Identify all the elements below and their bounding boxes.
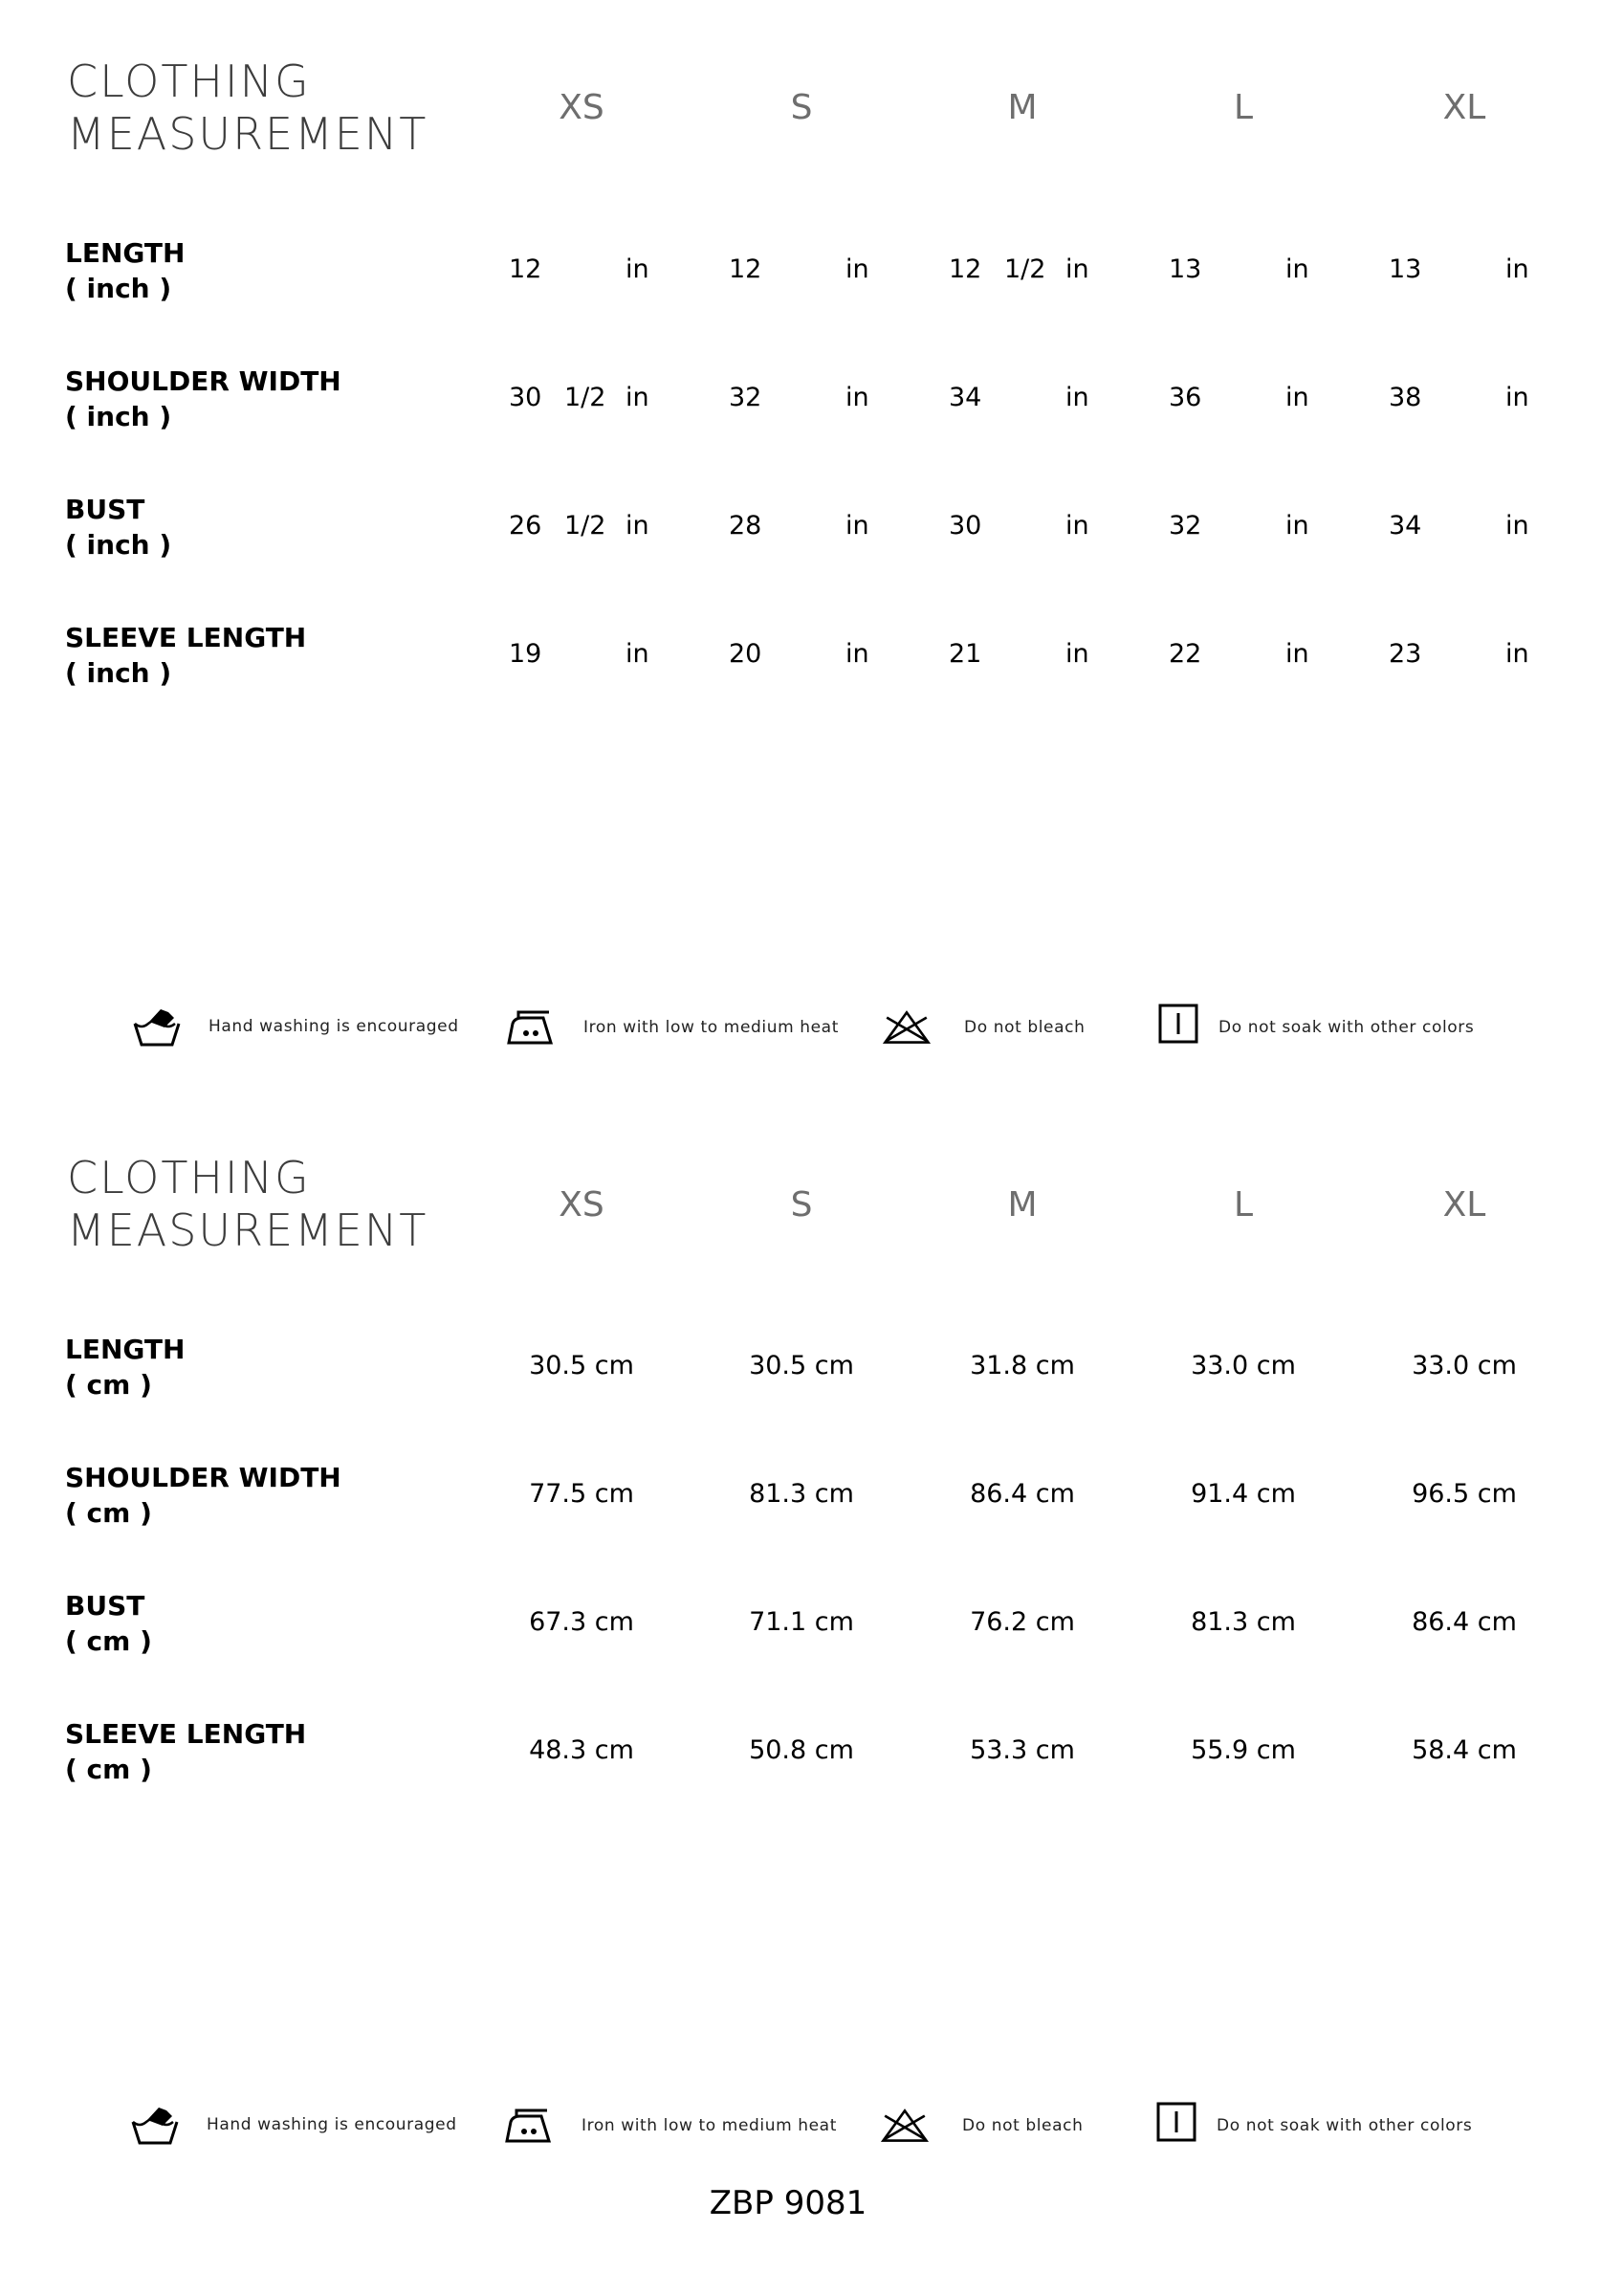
row-label-unit: ( inch )	[65, 273, 172, 304]
iron-low-medium-icon	[505, 1006, 555, 1049]
size-header-xl: XL	[1442, 88, 1486, 127]
row-label-name: SHOULDER WIDTH	[65, 1462, 341, 1493]
value-whole: 20	[729, 639, 762, 669]
value-unit: in	[1505, 511, 1529, 541]
value-unit: in	[845, 254, 869, 284]
row-label-unit: ( cm )	[65, 1497, 152, 1529]
value-cm: 67.3 cm	[529, 1607, 634, 1637]
do-not-bleach-icon	[880, 2105, 930, 2147]
value-unit: in	[1065, 383, 1089, 412]
value-unit: in	[1065, 511, 1089, 541]
size-header-xl: XL	[1442, 1185, 1486, 1225]
value-unit: in	[1285, 254, 1309, 284]
value-unit: in	[1505, 254, 1529, 284]
value-whole: 34	[949, 383, 982, 412]
size-header-m: M	[1007, 88, 1038, 127]
row-label-unit: ( inch )	[65, 529, 172, 561]
value-whole: 13	[1389, 254, 1422, 284]
value-cm: 86.4 cm	[1412, 1607, 1517, 1637]
title-line-1: CLOTHING	[67, 1152, 311, 1203]
row-label-name: SHOULDER WIDTH	[65, 365, 341, 397]
value-fraction: 1/2	[1004, 254, 1046, 284]
row-label	[65, 492, 171, 563]
value-whole: 30	[949, 511, 982, 541]
hand-wash-icon	[130, 2105, 180, 2147]
row-label	[65, 1716, 306, 1787]
iron-low-medium-icon	[503, 2105, 553, 2147]
value-whole: 36	[1169, 383, 1202, 412]
value-cm: 48.3 cm	[529, 1735, 634, 1765]
row-label-name: SLEEVE LENGTH	[65, 1718, 307, 1750]
row-label	[65, 1460, 341, 1531]
value-unit: in	[1285, 639, 1309, 669]
value-unit: in	[1285, 383, 1309, 412]
section-title	[67, 1152, 428, 1257]
row-label-name: BUST	[65, 494, 145, 525]
value-cm: 96.5 cm	[1412, 1479, 1517, 1509]
row-label	[65, 235, 185, 306]
size-header-m: M	[1007, 1185, 1038, 1225]
value-whole: 28	[729, 511, 762, 541]
value-whole: 30	[509, 383, 542, 412]
care-text-hand-wash: Hand washing is encouraged	[207, 2115, 457, 2134]
care-text-hand-wash: Hand washing is encouraged	[208, 1017, 459, 1036]
row-label	[65, 364, 341, 434]
title-line-2: MEASUREMENT	[67, 108, 428, 160]
size-header-s: S	[790, 88, 813, 127]
value-unit: in	[1065, 254, 1089, 284]
value-whole: 12	[949, 254, 982, 284]
row-label-name: SLEEVE LENGTH	[65, 622, 307, 653]
value-whole: 13	[1169, 254, 1202, 284]
size-header-xs: XS	[559, 88, 604, 127]
do-not-bleach-icon	[882, 1006, 932, 1049]
value-whole: 12	[509, 254, 542, 284]
value-cm: 81.3 cm	[749, 1479, 854, 1509]
value-unit: in	[1065, 639, 1089, 669]
value-cm: 58.4 cm	[1412, 1735, 1517, 1765]
value-whole: 23	[1389, 639, 1422, 669]
value-unit: in	[625, 383, 649, 412]
size-header-l: L	[1233, 88, 1254, 127]
row-label-unit: ( cm )	[65, 1754, 152, 1785]
size-header-s: S	[790, 1185, 813, 1225]
value-unit: in	[1285, 511, 1309, 541]
row-label-name: LENGTH	[65, 237, 186, 269]
care-text-bleach: Do not bleach	[962, 2116, 1084, 2135]
care-text-soak: Do not soak with other colors	[1217, 2116, 1473, 2135]
do-not-soak-icon	[1152, 2101, 1201, 2143]
row-label	[65, 1332, 185, 1402]
value-cm: 30.5 cm	[749, 1351, 854, 1380]
value-whole: 12	[729, 254, 762, 284]
do-not-soak-icon	[1153, 1003, 1203, 1045]
row-label	[65, 1588, 152, 1659]
value-whole: 21	[949, 639, 982, 669]
value-whole: 26	[509, 511, 542, 541]
value-cm: 31.8 cm	[970, 1351, 1075, 1380]
value-whole: 32	[1169, 511, 1202, 541]
row-label-unit: ( cm )	[65, 1625, 152, 1657]
value-fraction: 1/2	[564, 511, 606, 541]
value-cm: 33.0 cm	[1191, 1351, 1296, 1380]
value-cm: 86.4 cm	[970, 1479, 1075, 1509]
value-cm: 50.8 cm	[749, 1735, 854, 1765]
value-unit: in	[845, 383, 869, 412]
value-unit: in	[845, 511, 869, 541]
row-label	[65, 620, 306, 691]
value-cm: 81.3 cm	[1191, 1607, 1296, 1637]
product-code: ZBP 9081	[709, 2184, 867, 2222]
value-cm: 77.5 cm	[529, 1479, 634, 1509]
care-text-iron: Iron with low to medium heat	[582, 2116, 837, 2135]
value-unit: in	[845, 639, 869, 669]
size-header-l: L	[1233, 1185, 1254, 1225]
row-label-name: LENGTH	[65, 1334, 186, 1365]
value-whole: 34	[1389, 511, 1422, 541]
value-unit: in	[1505, 639, 1529, 669]
value-cm: 71.1 cm	[749, 1607, 854, 1637]
value-unit: in	[1505, 383, 1529, 412]
row-label-unit: ( cm )	[65, 1369, 152, 1401]
row-label-unit: ( inch )	[65, 657, 172, 689]
title-line-2: MEASUREMENT	[67, 1204, 428, 1256]
value-unit: in	[625, 254, 649, 284]
row-label-unit: ( inch )	[65, 401, 172, 432]
care-text-iron: Iron with low to medium heat	[583, 1018, 839, 1037]
care-text-soak: Do not soak with other colors	[1218, 1018, 1475, 1037]
value-unit: in	[625, 639, 649, 669]
value-cm: 91.4 cm	[1191, 1479, 1296, 1509]
value-cm: 76.2 cm	[970, 1607, 1075, 1637]
value-unit: in	[625, 511, 649, 541]
value-whole: 19	[509, 639, 542, 669]
value-whole: 32	[729, 383, 762, 412]
value-cm: 30.5 cm	[529, 1351, 634, 1380]
value-whole: 38	[1389, 383, 1422, 412]
hand-wash-icon	[132, 1006, 182, 1049]
size-header-xs: XS	[559, 1185, 604, 1225]
value-cm: 53.3 cm	[970, 1735, 1075, 1765]
value-cm: 55.9 cm	[1191, 1735, 1296, 1765]
row-label-name: BUST	[65, 1590, 145, 1622]
title-line-1: CLOTHING	[67, 55, 311, 107]
value-whole: 22	[1169, 639, 1202, 669]
value-cm: 33.0 cm	[1412, 1351, 1517, 1380]
care-text-bleach: Do not bleach	[964, 1018, 1086, 1037]
section-title	[67, 55, 428, 161]
value-fraction: 1/2	[564, 383, 606, 412]
